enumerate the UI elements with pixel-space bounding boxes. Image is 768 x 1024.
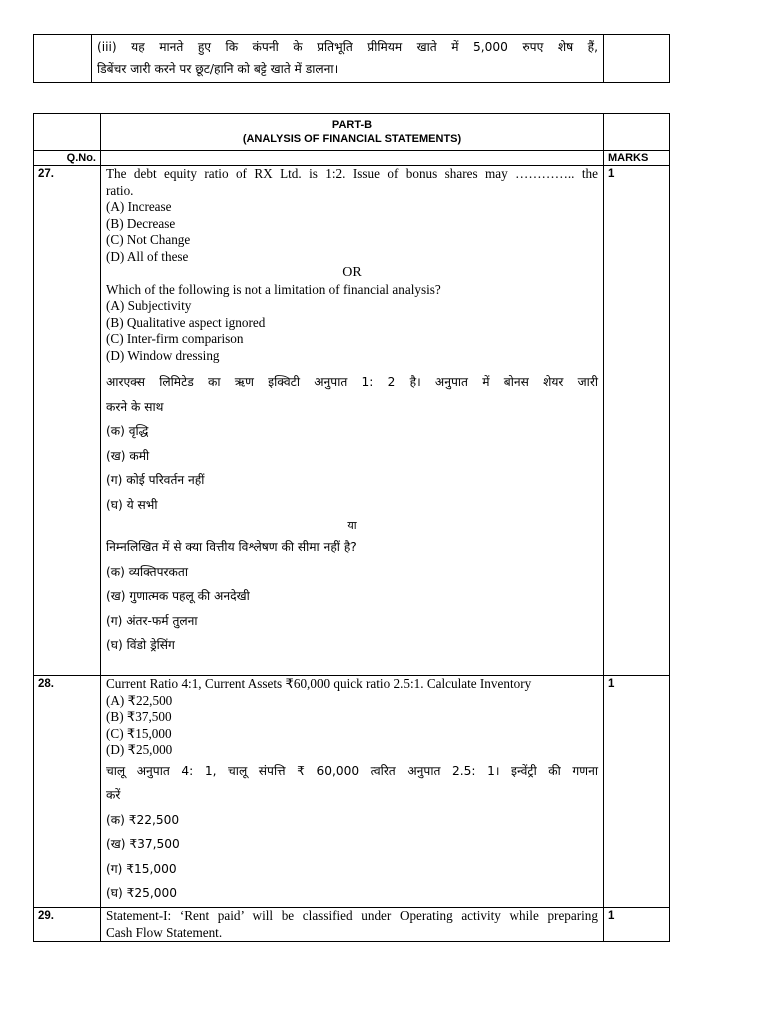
q27-en-line: (C) Not Change xyxy=(106,232,191,247)
header-blank xyxy=(101,151,604,166)
q28-number: 28. xyxy=(34,676,101,908)
top-line-2: डिबेंचर जारी करने पर छूट/हानि को बट्टे खाते में डालना। xyxy=(97,62,339,76)
q28-hi-line: (क) ₹22,500 xyxy=(106,812,180,827)
q27-hi2-line: निम्नलिखित में से क्या वित्तीय विश्लेषण की सीमा नहीं है? xyxy=(106,540,357,554)
q28-hi-line: (ग) ₹15,000 xyxy=(106,861,177,876)
part-title: PART-B xyxy=(331,119,373,131)
q28-hi-line: करें xyxy=(106,788,121,802)
q27-marks: 1 xyxy=(604,166,670,676)
q27-hindi xyxy=(106,370,598,658)
header-left-cell xyxy=(34,114,101,151)
q27-en-line: The debt equity ratio of RX Ltd. is 1:2. Issue of bonus shares may ………….. the xyxy=(106,166,598,181)
q29-en-line: Statement-I: ‘Rent paid’ will be classified under Operating activity while preparing xyxy=(106,908,598,923)
q27-hi-line: (क) वृद्धि xyxy=(106,424,149,438)
q28-hindi xyxy=(106,759,598,906)
q27-en2-line: (C) Inter-firm comparison xyxy=(106,331,244,346)
header-right-cell xyxy=(604,114,670,151)
top-qno-cell xyxy=(34,35,92,83)
q29-number: 29. xyxy=(34,908,101,942)
q28-hi-line: (ख) ₹37,500 xyxy=(106,837,180,851)
qno-header: Q.No. xyxy=(34,151,101,166)
q28-en-line: (D) ₹25,000 xyxy=(106,742,173,757)
q28-marks: 1 xyxy=(604,676,670,908)
q27-or: OR xyxy=(342,265,362,280)
q27-hi-line: (घ) ये सभी xyxy=(106,497,158,512)
top-line-1: (iii) यह मानते हुए कि कंपनी के प्रतिभूति प्रीमियम खाते में 5,000 रुपए शेष हैं, xyxy=(97,40,598,54)
header-title-cell xyxy=(101,114,604,151)
q28-en-line: Current Ratio 4:1, Current Assets ₹60,000 quick ratio 2.5:1. Calculate Inventory xyxy=(106,676,532,691)
q27-hi-line: (ग) कोई परिवर्तन नहीं xyxy=(106,473,205,487)
q29-english xyxy=(106,908,598,941)
questions-table xyxy=(33,113,670,942)
top-table xyxy=(33,34,670,83)
q27-hi2-line: (ख) गुणात्मक पहलू की अनदेखी xyxy=(106,589,250,603)
q28-hi-line: चालू अनुपात 4: 1, चालू संपत्ति ₹ 60,000 त्वरित अनुपात 2.5: 1। इन्वेंट्री की गणना xyxy=(106,763,598,778)
part-subtitle: (ANALYSIS OF FINANCIAL STATEMENTS) xyxy=(242,133,462,145)
q27-body xyxy=(101,166,604,676)
q29-body xyxy=(101,908,604,942)
q27-hi2-line: (घ) विंडो ड्रेसिंग xyxy=(106,638,175,652)
q27-en2-line: (D) Window dressing xyxy=(106,347,220,363)
q29-marks: 1 xyxy=(604,908,670,942)
q27-hi-line: (ख) कमी xyxy=(106,448,150,463)
q28-en-line: (B) ₹37,500 xyxy=(106,709,172,724)
q27-hi-line: आरएक्स लिमिटेड का ऋण इक्विटी अनुपात 1: 2 है। अनुपात में बोनस शेयर जारी xyxy=(106,375,598,389)
q27-en-line: (D) All of these xyxy=(106,248,189,264)
q27-en2-line: (A) Subjectivity xyxy=(106,298,192,313)
q27-english xyxy=(106,166,598,364)
q27-hi2-line: (ग) अंतर-फर्म तुलना xyxy=(106,613,198,628)
q28-hi-line: (घ) ₹25,000 xyxy=(106,886,177,900)
q27-number: 27. xyxy=(34,166,101,676)
q28-english xyxy=(106,676,598,759)
q28-en-line: (C) ₹15,000 xyxy=(106,725,172,741)
q27-en-line: (B) Decrease xyxy=(106,215,176,231)
q27-ya: या xyxy=(347,519,357,532)
marks-header: MARKS xyxy=(604,151,670,166)
q28-body xyxy=(101,676,604,908)
q27-en-line: (A) Increase xyxy=(106,199,172,214)
q27-hi-line: करने के साथ xyxy=(106,399,164,414)
q27-hi2-line: (क) व्यक्तिपरकता xyxy=(106,564,188,579)
top-text-cell xyxy=(92,35,604,83)
q27-en2-line: (B) Qualitative aspect ignored xyxy=(106,314,266,330)
q27-en2-line: Which of the following is not a limitation of financial analysis? xyxy=(106,281,441,297)
q29-en-line: Cash Flow Statement. xyxy=(106,924,223,940)
top-marks-cell xyxy=(604,35,670,83)
q27-en-line: ratio. xyxy=(106,182,134,198)
q28-en-line: (A) ₹22,500 xyxy=(106,692,173,708)
